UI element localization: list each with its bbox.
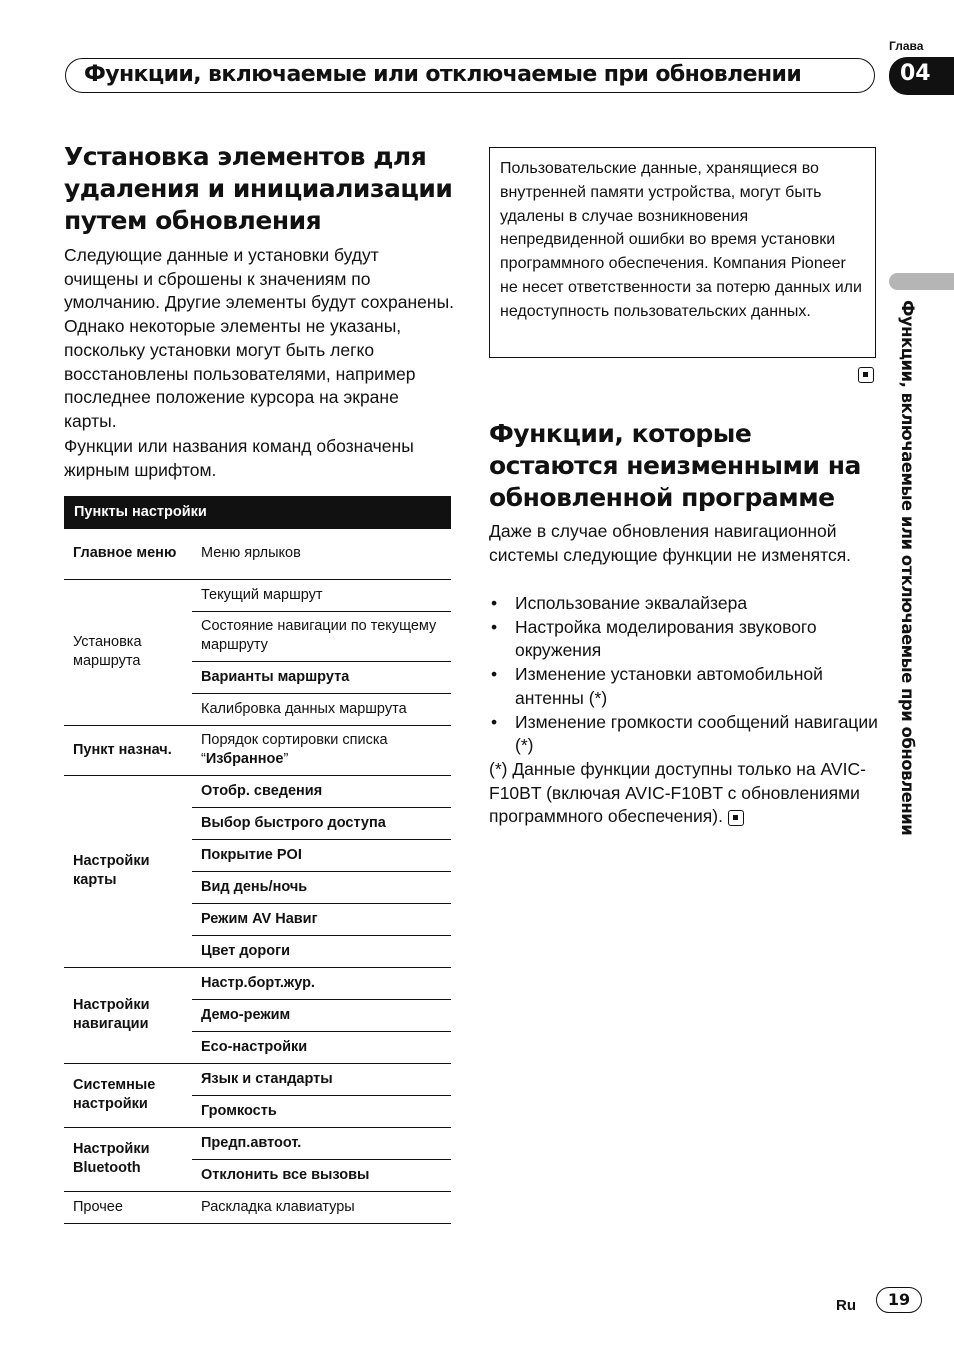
chapter-title: Функции, включаемые или отключаемые при обновлении (84, 62, 802, 87)
table-row (64, 1191, 451, 1223)
table-item: Покрытие POI (192, 839, 451, 871)
table-item-text: Порядок сортировки списка “ (201, 732, 388, 767)
list-item: • Использование эквалайзера (489, 592, 884, 616)
language-code: Ru (836, 1297, 856, 1314)
side-tab-marker (889, 273, 954, 290)
table-item: Калибровка данных маршрута (192, 693, 451, 725)
table-category: Установка маршрута (64, 579, 192, 725)
table-item: Текущий маршрут (192, 579, 451, 611)
chapter-label: Глава (889, 39, 924, 53)
chapter-title-bar (65, 58, 875, 93)
table-category: Настройки навигации (64, 967, 192, 1063)
notice-text: Пользовательские данные, хранящиеся во внутренней памяти устройства, могут быть удалены в случае возникновения непредвиденной ошибки во время установки программного обеспечения. Компания Pioneer не несет ответственности за потерю данных или недоступность пользовательских данных. (500, 160, 862, 320)
notice-box (489, 147, 876, 358)
unchanged-intro: Даже в случае обновления навигационной системы следующие функции не изменятся. (489, 521, 852, 565)
unchanged-functions-list (489, 592, 884, 758)
table-item: Громкость (192, 1095, 451, 1127)
table-item: Язык и стандарты (192, 1063, 451, 1095)
table-item-text: ” (283, 751, 289, 767)
side-tab-text: Функции, включаемые или отключаемые при обновлении (898, 300, 917, 836)
table-row (64, 529, 451, 579)
intro-paragraph: Следующие данные и установки будут очищены и сброшены к значениям по умолчанию. Другие элементы будут сохранены. Однако некоторые элементы не указаны, поскольку установки могут быть легко восстановлены пользователями, например последнее положение курсора на экране карты. (64, 245, 455, 431)
table-category: Системные настройки (64, 1063, 192, 1127)
list-item: • Настройка моделирования звукового окружения (489, 616, 884, 663)
table-item: Отобр. сведения (192, 775, 451, 807)
table-item: Цвет дороги (192, 935, 451, 967)
table-row (64, 579, 451, 611)
table-item: Раскладка клавиатуры (192, 1191, 451, 1223)
table-item: Предп.автоот. (192, 1127, 451, 1159)
table-item (192, 725, 451, 775)
table-item-bold: Избранное (205, 751, 284, 767)
table-item: Состояние навигации по текущему маршруту (192, 611, 451, 661)
table-category: Настройки карты (64, 775, 192, 967)
section-heading-reset-items: Установка элементов для удаления и инициализации путем обновления (64, 142, 453, 235)
table-category: Настройки Bluetooth (64, 1127, 192, 1191)
table-item: Вид день/ночь (192, 871, 451, 903)
table-item: Выбор быстрого доступа (192, 807, 451, 839)
table-item: Настр.борт.жур. (192, 967, 451, 999)
table-header: Пункты настройки (64, 496, 451, 529)
table-row (64, 775, 451, 807)
table-item: Меню ярлыков (192, 529, 451, 579)
chapter-number-badge: 04 (889, 57, 954, 95)
footnote (489, 758, 884, 829)
table-category: Пункт назнач. (64, 725, 192, 775)
table-item: Eco-настройки (192, 1031, 451, 1063)
footnote-text: (*) Данные функции доступны только на AVIC-F10BT (включая AVIC-F10BT с обновлениями программного обеспечения). (489, 759, 866, 827)
table-item: Варианты маршрута (192, 661, 451, 693)
stop-icon (858, 367, 874, 383)
table-category: Главное меню (64, 529, 192, 579)
table-item: Демо-режим (192, 999, 451, 1031)
table-row (64, 1127, 451, 1159)
table-row (64, 967, 451, 999)
table-row (64, 1063, 451, 1095)
section-heading-unchanged-functions: Функции, которые остаются неизменными на обновленной программе (489, 419, 861, 512)
list-item: • Изменение установки автомобильной антенны (*) (489, 663, 884, 710)
settings-table (64, 496, 451, 1224)
table-row (64, 725, 451, 775)
stop-icon (728, 810, 744, 826)
bold-note-paragraph: Функции или названия команд обозначены жирным шрифтом. (64, 436, 414, 480)
table-item: Режим AV Навиг (192, 903, 451, 935)
list-item: • Изменение громкости сообщений навигации (*) (489, 711, 884, 758)
table-item: Отклонить все вызовы (192, 1159, 451, 1191)
page-number: 19 (876, 1287, 922, 1313)
table-category: Прочее (64, 1191, 192, 1223)
